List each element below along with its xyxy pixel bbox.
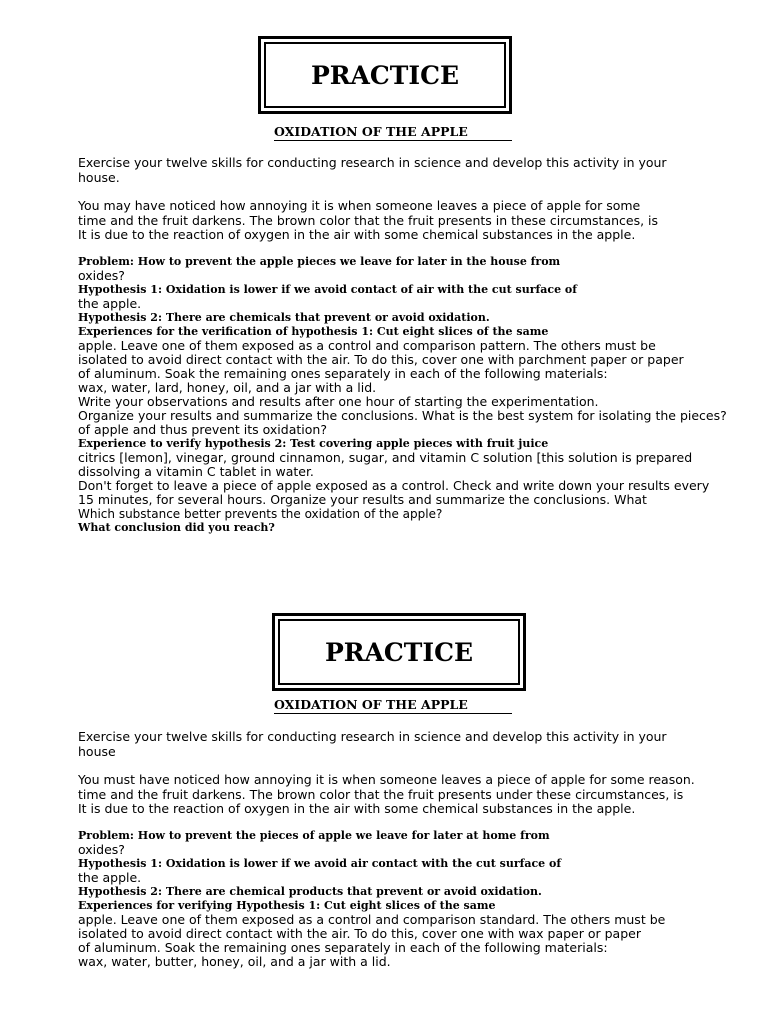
context-line: It is due to the reaction of oxygen in the air with some chemical substances in the apple. — [78, 801, 636, 816]
hypothesis-2-line: Hypothesis 2: There are chemicals that prevent or avoid oxidation. — [78, 310, 490, 324]
body-line: 15 minutes, for several hours. Organize your results and summarize the conclusions. What — [78, 491, 647, 507]
experience-1-heading: Experiences for the verification of hypothesis 1: Cut eight slices of the same — [78, 324, 549, 338]
body-line: citrics [lemon], vinegar, ground cinnamon, sugar, and vitamin C solution [this solution is prepared — [78, 449, 693, 465]
practice-title: PRACTICE — [278, 619, 520, 685]
problem-line: Problem: How to prevent the apple pieces we leave for later in the house from — [78, 254, 561, 268]
body-line: of aluminum. Soak the remaining ones separately in each of the following materials: — [78, 365, 608, 381]
body-line: wax, water, lard, honey, oil, and a jar with a lid. — [78, 379, 377, 395]
body-line: the apple. — [78, 295, 142, 311]
body-line: dissolving a vitamin C tablet in water. — [78, 463, 314, 479]
body-line: oxides? — [78, 267, 125, 283]
body-line: Write your observations and results after one hour of starting the experimentation. — [78, 393, 599, 409]
hypothesis-1-line: Hypothesis 1: Oxidation is lower if we avoid contact of air with the cut surface of — [78, 282, 577, 296]
body-line: Organize your results and summarize the conclusions. What is the best system for isolating the pieces? — [78, 407, 727, 423]
intro-line: Exercise your twelve skills for conducting research in science and develop this activity in your — [78, 155, 667, 170]
practice-title-box — [272, 613, 526, 691]
question-line: Which substance better prevents the oxidation of the apple? — [78, 506, 443, 521]
section-2-body — [78, 730, 728, 969]
body-line: apple. Leave one of them exposed as a control and comparison pattern. The others must be — [78, 337, 656, 353]
context-line: You may have noticed how annoying it is when someone leaves a piece of apple for some — [78, 198, 641, 213]
body-line: isolated to avoid direct contact with the air. To do this, cover one with parchment paper or paper — [78, 351, 684, 367]
experience-1-heading: Experiences for verifying Hypothesis 1: Cut eight slices of the same — [78, 898, 496, 912]
body-line: the apple. — [78, 869, 142, 885]
intro-line: house. — [78, 169, 120, 185]
section-1-body — [78, 156, 728, 535]
context-line: You must have noticed how annoying it is when someone leaves a piece of apple for some reason. — [78, 772, 695, 787]
context-line: time and the fruit darkens. The brown color that the fruit presents under these circumstances, is — [78, 786, 684, 802]
body-line: wax, water, butter, honey, oil, and a jar with a lid. — [78, 953, 391, 969]
body-line: of aluminum. Soak the remaining ones separately in each of the following materials: — [78, 939, 608, 955]
context-line: time and the fruit darkens. The brown color that the fruit presents in these circumstances, is — [78, 212, 659, 228]
experience-2-heading: Experience to verify hypothesis 2: Test covering apple pieces with fruit juice — [78, 436, 549, 450]
section-subtitle: OXIDATION OF THE APPLE — [274, 124, 512, 141]
body-line: oxides? — [78, 841, 125, 857]
intro-line: house — [78, 743, 116, 759]
practice-title: PRACTICE — [264, 42, 506, 108]
body-line: isolated to avoid direct contact with the air. To do this, cover one with wax paper or paper — [78, 925, 641, 941]
hypothesis-1-line: Hypothesis 1: Oxidation is lower if we avoid air contact with the cut surface of — [78, 856, 562, 870]
conclusion-question: What conclusion did you reach? — [78, 520, 275, 534]
body-line: Don't forget to leave a piece of apple exposed as a control. Check and write down your results every — [78, 477, 710, 493]
body-line: of apple and thus prevent its oxidation? — [78, 421, 327, 437]
body-line: apple. Leave one of them exposed as a control and comparison standard. The others must be — [78, 911, 666, 927]
practice-title-box — [258, 36, 512, 114]
problem-line: Problem: How to prevent the pieces of apple we leave for later at home from — [78, 828, 550, 842]
intro-line: Exercise your twelve skills for conducting research in science and develop this activity in your — [78, 729, 667, 744]
hypothesis-2-line: Hypothesis 2: There are chemical products that prevent or avoid oxidation. — [78, 884, 542, 898]
section-subtitle: OXIDATION OF THE APPLE — [274, 697, 512, 714]
context-line: It is due to the reaction of oxygen in the air with some chemical substances in the apple. — [78, 227, 636, 242]
